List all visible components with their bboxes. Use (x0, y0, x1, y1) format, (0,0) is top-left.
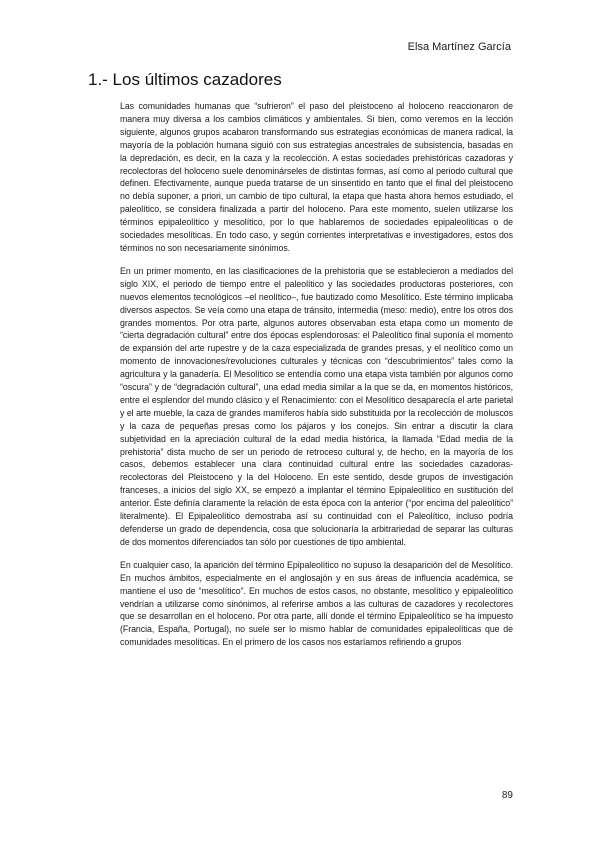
section-title: 1.- Los últimos cazadores (88, 70, 282, 89)
running-header-author: Elsa Martínez García (407, 41, 511, 53)
paragraph-2: En un primer momento, en las clasificaciones de la prehistoria que se establecieron a mediados del siglo XIX, el periodo de tiempo entre el paleolítico y las sociedades productoras posteriores, con nuevos elementos tecnológicos –el neolítico–, fue bautizado como Mesolítico. Este término implicaba diversos aspectos. Se veía como una etapa de tránsito, intermedia (meso: medio), entre los otros dos grandes momentos. Por otra parte, algunos autores observaban esta etapa como un momento de “cierta degradación cultural” entre dos épocas esplendorosas: el Paleolítico final suponía el momento de expansión del arte rupestre y de la caza especializada de grandes presas, y el neolítico como un momento de innovaciones/revoluciones culturales y técnicas con “descubrimientos” tales como la agricultura y la ganadería. El Mesolítico se entendía como una etapa vista también por algunos como “oscura” y de “degradación cultural”, una edad media similar a la que se da, en momentos históricos, entre el esplendor del mundo clásico y el Renacimiento: con el Mesolítico desaparecía el arte parietal y el arte mueble, la caza de grandes mamíferos había sido substituida por la recolección de moluscos y la caza de pequeñas presas como los pájaros y los conejos. Sin entrar a discutir la clara subjetividad en la apreciación cultural de la edad media histórica, la llamada “Edad media de la prehistoria” dista mucho de ser un periodo de retroceso cultural y, de hecho, en la mayoría de los casos, debemos establecer una clara continuidad cultural entre las sociedades cazadoras-recolectoras del Pleistoceno y la del Holoceno. En este sentido, desde grupos de investigación franceses, a inicios del siglo XX, se empezó a implantar el término Epipaleolítico en sustitución del anterior. Éste definía claramente la relación de esta época con la anterior (“por encima del paleolítico” literalmente). El Epipaleolítico demostraba así su continuidad con el Paleolítico, incluso podría defenderse un grado de dependencia, cosa que solucionaría la arbitrariedad de separar las culturas de dos momentos diferenciados tan sólo por cuestiones de tipo ambiental. (120, 265, 513, 547)
paragraph-1: Las comunidades humanas que “sufrieron” el paso del pleistoceno al holoceno reaccionaron de manera muy diversa a los cambios climáticos y ambientales. Si bien, como veremos en la lección siguiente, algunos grupos acabaron transformando sus estrategias económicas de manera radical, la mayoría de la población humana siguió con sus estrategias ancestrales de subsistencia, basadas en la depredación, es decir, en la caza y la recolección. A estas sociedades prehistóricas cazadoras y recolectoras del holoceno suele denominárseles de distintas formas, así como al periodo cultural que definen. Efectivamente, aunque pueda tratarse de un sinsentido en tanto que el final del pleistoceno no debía suponer, a priori, un cambio de tipo cultural, la etapa que hasta ahora hemos estudiado, el paleolítico, se considera finalizada a partir del holoceno. Para este momento, suelen utilizarse los términos epipaleolítico y mesolítico, por lo que hablaremos de sociedades epipaleolíticas o de sociedades mesolíticas. En todo caso, y según corrientes interpretativas e investigadores, estos dos términos no son necesariamente sinónimos. (120, 101, 513, 253)
body-text (120, 100, 513, 659)
paragraph-3: En cualquier caso, la aparición del término Epipaleolítico no supuso la desaparición del de Mesolítico. En muchos ámbitos, especialmente en el anglosajón y en sus áreas de influencia académica, se mantiene el uso de “mesolítico”. En muchos de estos casos, no obstante, mesolítico y epipaleolítico vendrían a utilizarse como sinónimos, al referirse ambos a las culturas de cazadores y recolectores que se desarrollan en el holoceno. Por otra parte, allí donde el término Epipaleolítico se ha impuesto (Francia, España, Portugal), no suele ser lo mismo hablar de comunidades epipaleolíticas que de comunidades mesolíticas. En el primero de los casos nos estaríamos refiriendo a grupos (120, 559, 513, 648)
page-number: 89 (501, 790, 513, 801)
